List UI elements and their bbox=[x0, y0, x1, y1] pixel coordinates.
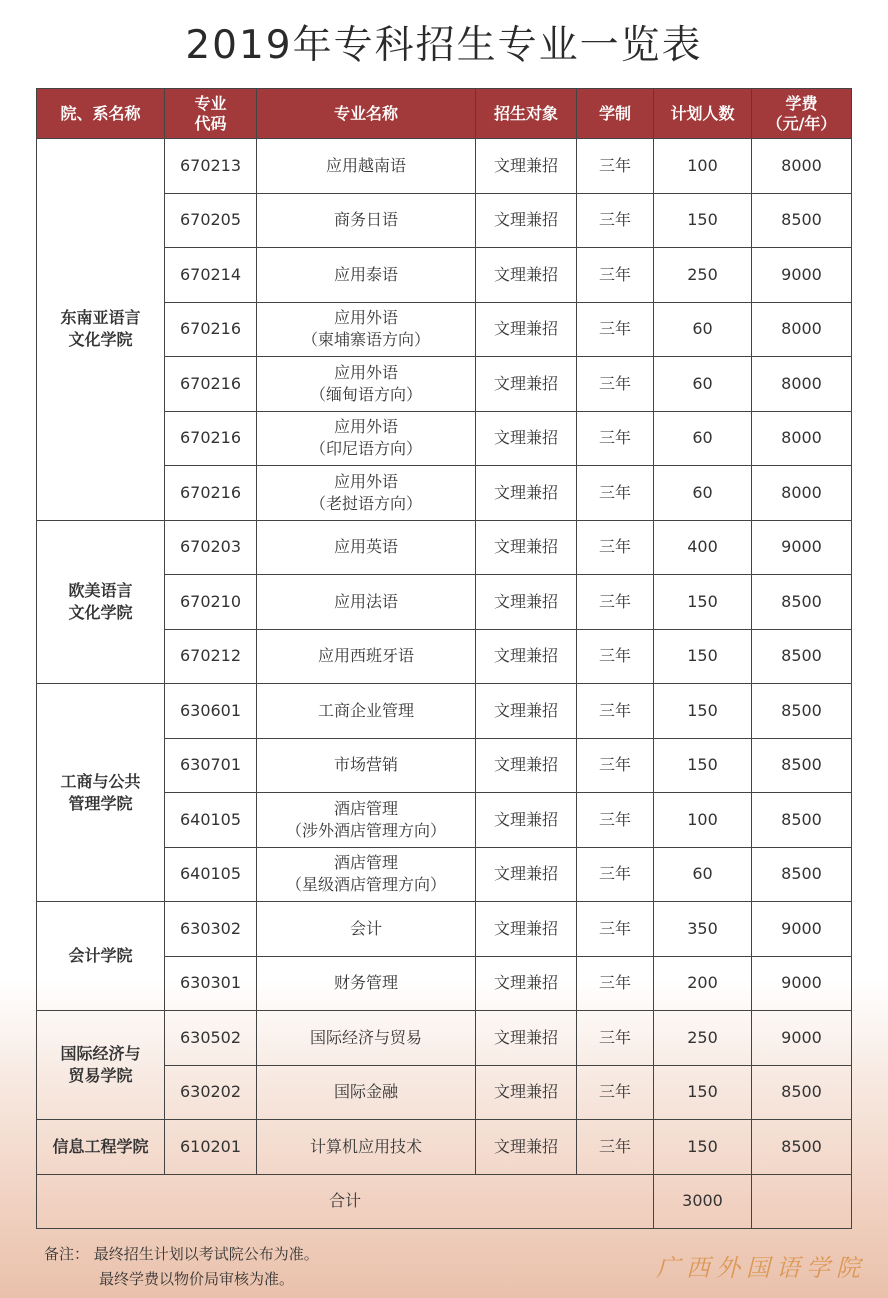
major-cell: 应用法语 bbox=[257, 575, 476, 630]
fee-cell: 8500 bbox=[752, 1065, 852, 1120]
duration-cell: 三年 bbox=[577, 902, 654, 957]
quota-cell: 150 bbox=[654, 193, 752, 248]
fee-cell: 8000 bbox=[752, 357, 852, 412]
code-cell: 630301 bbox=[165, 956, 257, 1011]
quota-cell: 60 bbox=[654, 847, 752, 902]
major-cell: 商务日语 bbox=[257, 193, 476, 248]
target-cell: 文理兼招 bbox=[476, 411, 577, 466]
major-cell: 应用外语 （老挝语方向） bbox=[257, 466, 476, 521]
fee-cell: 9000 bbox=[752, 956, 852, 1011]
duration-cell: 三年 bbox=[577, 847, 654, 902]
major-cell: 酒店管理 （星级酒店管理方向） bbox=[257, 847, 476, 902]
duration-cell: 三年 bbox=[577, 684, 654, 739]
table-row bbox=[37, 902, 852, 957]
code-cell: 630601 bbox=[165, 684, 257, 739]
code-cell: 670203 bbox=[165, 520, 257, 575]
target-cell: 文理兼招 bbox=[476, 357, 577, 412]
code-cell: 670216 bbox=[165, 466, 257, 521]
header-major: 专业名称 bbox=[257, 89, 476, 139]
code-cell: 670205 bbox=[165, 193, 257, 248]
major-cell: 财务管理 bbox=[257, 956, 476, 1011]
duration-cell: 三年 bbox=[577, 302, 654, 357]
target-cell: 文理兼招 bbox=[476, 1120, 577, 1175]
table-row bbox=[37, 139, 852, 194]
major-cell: 计算机应用技术 bbox=[257, 1120, 476, 1175]
table-row bbox=[37, 1011, 852, 1066]
target-cell: 文理兼招 bbox=[476, 302, 577, 357]
code-cell: 670216 bbox=[165, 411, 257, 466]
duration-cell: 三年 bbox=[577, 411, 654, 466]
quota-cell: 60 bbox=[654, 302, 752, 357]
major-cell: 应用西班牙语 bbox=[257, 629, 476, 684]
quota-cell: 400 bbox=[654, 520, 752, 575]
fee-cell: 8500 bbox=[752, 193, 852, 248]
target-cell: 文理兼招 bbox=[476, 629, 577, 684]
quota-cell: 150 bbox=[654, 1120, 752, 1175]
duration-cell: 三年 bbox=[577, 738, 654, 793]
fee-cell: 8500 bbox=[752, 575, 852, 630]
fee-cell: 8500 bbox=[752, 793, 852, 848]
quota-cell: 60 bbox=[654, 357, 752, 412]
code-cell: 670214 bbox=[165, 248, 257, 303]
major-cell: 应用外语 （柬埔寨语方向） bbox=[257, 302, 476, 357]
target-cell: 文理兼招 bbox=[476, 684, 577, 739]
fee-cell: 8500 bbox=[752, 629, 852, 684]
code-cell: 630502 bbox=[165, 1011, 257, 1066]
target-cell: 文理兼招 bbox=[476, 738, 577, 793]
code-cell: 670210 bbox=[165, 575, 257, 630]
duration-cell: 三年 bbox=[577, 575, 654, 630]
fee-cell: 8000 bbox=[752, 411, 852, 466]
quota-cell: 250 bbox=[654, 248, 752, 303]
major-cell: 国际金融 bbox=[257, 1065, 476, 1120]
target-cell: 文理兼招 bbox=[476, 575, 577, 630]
code-cell: 630202 bbox=[165, 1065, 257, 1120]
duration-cell: 三年 bbox=[577, 793, 654, 848]
major-cell: 酒店管理 （涉外酒店管理方向） bbox=[257, 793, 476, 848]
total-fee bbox=[752, 1174, 852, 1229]
table-row bbox=[37, 520, 852, 575]
dept-cell: 欧美语言 文化学院 bbox=[37, 520, 165, 684]
quota-cell: 150 bbox=[654, 575, 752, 630]
table-row bbox=[37, 1120, 852, 1175]
dept-cell: 东南亚语言 文化学院 bbox=[37, 139, 165, 521]
code-cell: 640105 bbox=[165, 847, 257, 902]
quota-cell: 350 bbox=[654, 902, 752, 957]
duration-cell: 三年 bbox=[577, 1065, 654, 1120]
header-dept: 院、系名称 bbox=[37, 89, 165, 139]
duration-cell: 三年 bbox=[577, 520, 654, 575]
header-fee: 学费 （元/年） bbox=[752, 89, 852, 139]
target-cell: 文理兼招 bbox=[476, 847, 577, 902]
fee-cell: 9000 bbox=[752, 1011, 852, 1066]
code-cell: 630302 bbox=[165, 902, 257, 957]
college-seal-logo: 广西外国语学院 bbox=[656, 1254, 866, 1282]
target-cell: 文理兼招 bbox=[476, 793, 577, 848]
code-cell: 670213 bbox=[165, 139, 257, 194]
fee-cell: 9000 bbox=[752, 902, 852, 957]
fee-cell: 8500 bbox=[752, 738, 852, 793]
code-cell: 630701 bbox=[165, 738, 257, 793]
dept-cell: 国际经济与 贸易学院 bbox=[37, 1011, 165, 1120]
dept-cell: 信息工程学院 bbox=[37, 1120, 165, 1175]
code-cell: 670216 bbox=[165, 357, 257, 412]
note-line-2: 最终学费以物价局审核为准。 bbox=[99, 1270, 295, 1288]
target-cell: 文理兼招 bbox=[476, 466, 577, 521]
quota-cell: 150 bbox=[654, 738, 752, 793]
quota-cell: 60 bbox=[654, 466, 752, 521]
major-cell: 工商企业管理 bbox=[257, 684, 476, 739]
note-line-1: 备注： 最终招生计划以考试院公布为准。 bbox=[44, 1245, 319, 1263]
page-title: 2019年专科招生专业一览表 bbox=[185, 23, 703, 68]
fee-cell: 9000 bbox=[752, 248, 852, 303]
header-duration: 学制 bbox=[577, 89, 654, 139]
quota-cell: 100 bbox=[654, 139, 752, 194]
major-cell: 市场营销 bbox=[257, 738, 476, 793]
duration-cell: 三年 bbox=[577, 193, 654, 248]
quota-cell: 150 bbox=[654, 684, 752, 739]
code-cell: 610201 bbox=[165, 1120, 257, 1175]
major-cell: 应用外语 （印尼语方向） bbox=[257, 411, 476, 466]
fee-cell: 8000 bbox=[752, 139, 852, 194]
total-label: 合计 bbox=[37, 1174, 654, 1229]
duration-cell: 三年 bbox=[577, 466, 654, 521]
target-cell: 文理兼招 bbox=[476, 1065, 577, 1120]
quota-cell: 150 bbox=[654, 1065, 752, 1120]
fee-cell: 8000 bbox=[752, 302, 852, 357]
fee-cell: 8500 bbox=[752, 684, 852, 739]
table-row bbox=[37, 684, 852, 739]
duration-cell: 三年 bbox=[577, 1011, 654, 1066]
major-cell: 会计 bbox=[257, 902, 476, 957]
total-row bbox=[37, 1174, 852, 1229]
header-quota: 计划人数 bbox=[654, 89, 752, 139]
fee-cell: 8500 bbox=[752, 847, 852, 902]
target-cell: 文理兼招 bbox=[476, 193, 577, 248]
code-cell: 670212 bbox=[165, 629, 257, 684]
target-cell: 文理兼招 bbox=[476, 956, 577, 1011]
duration-cell: 三年 bbox=[577, 248, 654, 303]
fee-cell: 9000 bbox=[752, 520, 852, 575]
target-cell: 文理兼招 bbox=[476, 248, 577, 303]
quota-cell: 200 bbox=[654, 956, 752, 1011]
major-cell: 应用外语 （缅甸语方向） bbox=[257, 357, 476, 412]
fee-cell: 8000 bbox=[752, 466, 852, 521]
quota-cell: 60 bbox=[654, 411, 752, 466]
target-cell: 文理兼招 bbox=[476, 902, 577, 957]
header-target: 招生对象 bbox=[476, 89, 577, 139]
quota-cell: 250 bbox=[654, 1011, 752, 1066]
duration-cell: 三年 bbox=[577, 139, 654, 194]
duration-cell: 三年 bbox=[577, 956, 654, 1011]
enrollment-table bbox=[36, 88, 852, 1229]
code-cell: 670216 bbox=[165, 302, 257, 357]
major-cell: 应用英语 bbox=[257, 520, 476, 575]
major-cell: 应用越南语 bbox=[257, 139, 476, 194]
header-code: 专业 代码 bbox=[165, 89, 257, 139]
quota-cell: 150 bbox=[654, 629, 752, 684]
table-body bbox=[37, 139, 852, 1175]
duration-cell: 三年 bbox=[577, 357, 654, 412]
target-cell: 文理兼招 bbox=[476, 1011, 577, 1066]
dept-cell: 工商与公共 管理学院 bbox=[37, 684, 165, 902]
fee-cell: 8500 bbox=[752, 1120, 852, 1175]
code-cell: 640105 bbox=[165, 793, 257, 848]
table-header-row bbox=[37, 89, 852, 139]
major-cell: 应用泰语 bbox=[257, 248, 476, 303]
duration-cell: 三年 bbox=[577, 1120, 654, 1175]
target-cell: 文理兼招 bbox=[476, 520, 577, 575]
target-cell: 文理兼招 bbox=[476, 139, 577, 194]
total-quota: 3000 bbox=[654, 1174, 752, 1229]
duration-cell: 三年 bbox=[577, 629, 654, 684]
dept-cell: 会计学院 bbox=[37, 902, 165, 1011]
quota-cell: 100 bbox=[654, 793, 752, 848]
major-cell: 国际经济与贸易 bbox=[257, 1011, 476, 1066]
